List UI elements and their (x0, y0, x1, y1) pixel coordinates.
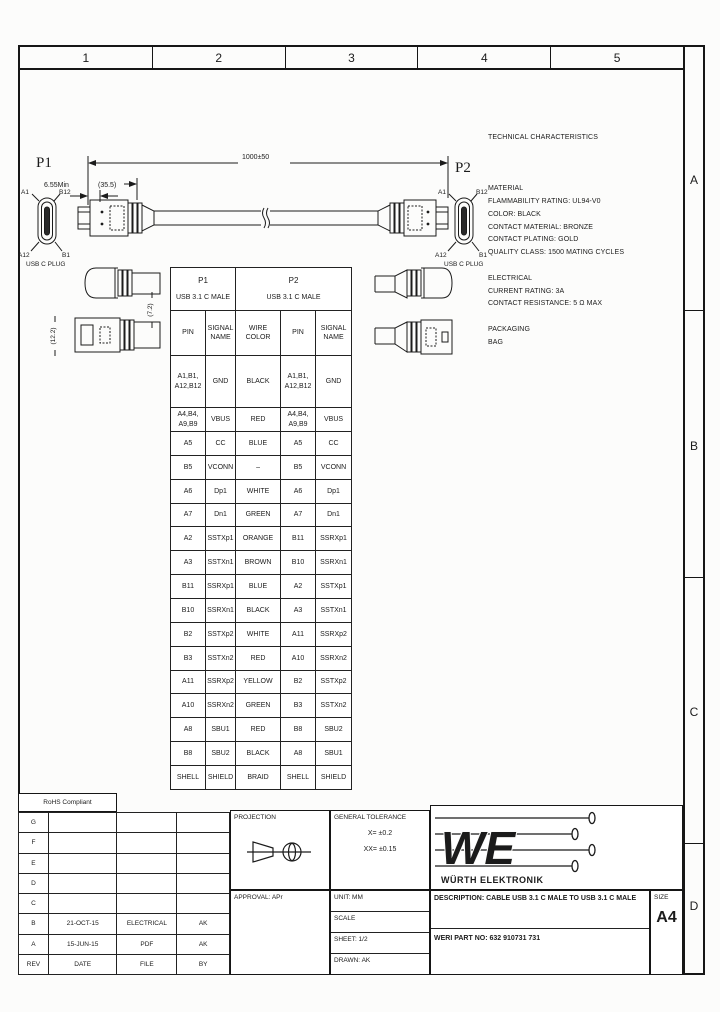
tolerance-xx: XX= ±0.15 (363, 846, 397, 853)
col-signal-p1: SIGNAL NAME (206, 311, 236, 356)
by-cell (177, 853, 230, 873)
tech-line (488, 158, 688, 171)
date-cell: 21-OCT-15 (48, 914, 117, 934)
file-cell (117, 833, 177, 853)
dim-width-label: (12.2) (50, 327, 57, 345)
cell-wire-color: RED (236, 408, 281, 432)
rev-cell: REV (19, 954, 49, 974)
cell-p1-signal: Dp1 (206, 479, 236, 503)
projection-label: PROJECTION (234, 814, 276, 821)
dim-overall-length (88, 154, 448, 205)
col-pin-p2: PIN (281, 311, 316, 356)
cell-p1-signal: GND (206, 356, 236, 408)
p2-top-view (375, 268, 452, 298)
cell-wire-color: BLACK (236, 598, 281, 622)
cell-p2-pin: SHELL (281, 765, 316, 789)
top-ruler-cell: 3 (286, 47, 419, 68)
cell-p1-pin: B3 (171, 646, 206, 670)
rohs-badge: RoHS Compliant (18, 793, 117, 812)
col-pin-p1: PIN (171, 311, 206, 356)
cell-p2-signal: SBU2 (316, 718, 352, 742)
pin-table-row (171, 765, 352, 789)
cell-p2-pin: A7 (281, 503, 316, 527)
p2-header-title: P2 (288, 276, 299, 286)
svg-text:A12: A12 (18, 252, 30, 259)
cell-p1-signal: SSTXp2 (206, 622, 236, 646)
cell-p2-pin: A10 (281, 646, 316, 670)
p1-header (171, 268, 236, 311)
rev-cell: F (19, 833, 49, 853)
file-cell: PDF (117, 934, 177, 954)
pin-table-row (171, 356, 352, 408)
cell-wire-color: BLACK (236, 742, 281, 766)
tech-line (488, 311, 688, 324)
tech-line: MATERIAL (488, 185, 524, 193)
col-wire-color: WIRE COLOR (236, 311, 281, 356)
pin-table-row (171, 646, 352, 670)
rev-cell: B (19, 914, 49, 934)
tech-line: BAG (488, 338, 504, 346)
cell-p1-pin: A1,B1, A12,B12 (171, 356, 206, 408)
by-cell (177, 813, 230, 833)
pin-table-row (171, 431, 352, 455)
p1-bottom-view (50, 292, 160, 356)
svg-text:A1: A1 (21, 189, 29, 196)
svg-text:B12: B12 (476, 189, 488, 196)
p1-face-view (18, 189, 71, 268)
rev-cell: G (19, 813, 49, 833)
svg-text:1000±50: 1000±50 (242, 154, 270, 161)
cell-wire-color: WHITE (236, 479, 281, 503)
cell-p2-pin: B11 (281, 527, 316, 551)
date-cell (48, 873, 117, 893)
p2-label: P2 (455, 160, 471, 176)
cell-p2-pin: A3 (281, 598, 316, 622)
cell-p1-signal: Dn1 (206, 503, 236, 527)
by-cell: AK (177, 914, 230, 934)
cell-wire-color: BLUE (236, 431, 281, 455)
tech-line (488, 260, 688, 273)
cell-p1-signal: SBU2 (206, 742, 236, 766)
cell-p2-pin: B8 (281, 718, 316, 742)
cell-p2-pin: A1,B1, A12,B12 (281, 356, 316, 408)
cell-p1-signal: SSTXn2 (206, 646, 236, 670)
approval-label: APPROVAL: APr (234, 894, 283, 901)
file-cell (117, 873, 177, 893)
cell-p1-pin: B2 (171, 622, 206, 646)
file-cell: FILE (117, 954, 177, 974)
rev-cell: C (19, 894, 49, 914)
cell-p2-signal: SSTXn1 (316, 598, 352, 622)
cell-wire-color: BROWN (236, 551, 281, 575)
p1-top-view (85, 268, 160, 298)
cell-p1-pin: B8 (171, 742, 206, 766)
file-cell: ELECTRICAL (117, 914, 177, 934)
cell-p1-signal: SSRXp2 (206, 670, 236, 694)
side-row-c: C (689, 705, 699, 719)
date-cell (48, 853, 117, 873)
cell-p2-pin: B5 (281, 455, 316, 479)
by-cell (177, 873, 230, 893)
date-cell (48, 894, 117, 914)
top-ruler-cell: 1 (20, 47, 153, 68)
top-ruler-cell: 2 (153, 47, 286, 68)
cell-p2-signal: CC (316, 431, 352, 455)
tech-line: CONTACT MATERIAL: BRONZE (488, 223, 594, 231)
cell-p2-pin: B3 (281, 694, 316, 718)
pin-table-row (171, 718, 352, 742)
cell-p2-signal: SSTXp2 (316, 670, 352, 694)
usb-plug-label-left: USB C PLUG (26, 261, 66, 268)
cell-p2-signal: SSRXn1 (316, 551, 352, 575)
p2-bottom-view (375, 320, 452, 354)
pin-table-row (171, 622, 352, 646)
cell-p2-signal: Dp1 (316, 479, 352, 503)
p2-side-view (378, 200, 448, 236)
cell-p1-pin: A3 (171, 551, 206, 575)
by-cell: AK (177, 934, 230, 954)
side-row-b: B (689, 439, 698, 453)
sheet-row: SHEET: 1/2 (331, 932, 429, 953)
cell-wire-color: – (236, 455, 281, 479)
cell-p1-pin: A2 (171, 527, 206, 551)
tech-line: CURRENT RATING: 3A (488, 287, 565, 295)
by-cell (177, 894, 230, 914)
part-number: WERI PART NO: 632 910731 731 (434, 935, 541, 942)
cell-p2-pin: A8 (281, 742, 316, 766)
file-cell (117, 894, 177, 914)
pin-table-row (171, 598, 352, 622)
p2-header-sub: USB 3.1 C MALE (266, 293, 321, 301)
revision-row (19, 934, 230, 954)
cell-wire-color: WHITE (236, 622, 281, 646)
we-logo-letters: WE (441, 822, 516, 874)
svg-text:B1: B1 (479, 252, 487, 259)
cell-p2-pin: A2 (281, 575, 316, 599)
cell-p2-signal: VCONN (316, 455, 352, 479)
pin-table-connector-header (171, 268, 352, 311)
cell-p1-signal: CC (206, 431, 236, 455)
col-signal-p2: SIGNAL NAME (316, 311, 352, 356)
p1-side-view (78, 200, 154, 236)
revision-row (19, 873, 230, 893)
approval-block (230, 890, 330, 975)
pin-table (170, 267, 352, 790)
revision-table-body (19, 813, 230, 975)
unit-block (330, 890, 430, 975)
cell-p2-signal: SHIELD (316, 765, 352, 789)
cell-p1-signal: SSRXn1 (206, 598, 236, 622)
tech-line: QUALITY CLASS: 1500 MATING CYCLES (488, 249, 625, 257)
cell-p2-pin: B2 (281, 670, 316, 694)
tech-line: COLOR: BLACK (488, 210, 541, 218)
svg-text:B1: B1 (62, 252, 70, 259)
pin-table-row (171, 670, 352, 694)
cell-p1-pin: SHELL (171, 765, 206, 789)
rev-cell: A (19, 934, 49, 954)
side-tick (685, 843, 703, 844)
date-cell: 15-JUN-15 (48, 934, 117, 954)
dim-thickness-label: (7.2) (147, 303, 154, 317)
date-cell (48, 833, 117, 853)
dim-tip-overmold (44, 178, 137, 202)
cell-p1-signal: SHIELD (206, 765, 236, 789)
tech-line (488, 170, 688, 183)
revision-row (19, 833, 230, 853)
cell-p1-pin: A8 (171, 718, 206, 742)
cell-wire-color: BRAID (236, 765, 281, 789)
pin-table-row (171, 742, 352, 766)
by-cell (177, 833, 230, 853)
size-value: A4 (656, 909, 677, 926)
technical-characteristics (488, 132, 688, 350)
cell-p1-signal: SSRXn2 (206, 694, 236, 718)
cell-p2-signal: Dn1 (316, 503, 352, 527)
rev-cell: E (19, 853, 49, 873)
top-ruler-cell: 4 (418, 47, 551, 68)
p1-label: P1 (36, 155, 52, 171)
scale-row: SCALE (331, 911, 429, 932)
cell-wire-color: ORANGE (236, 527, 281, 551)
wuerth-logo (431, 806, 681, 888)
cell-wire-color: GREEN (236, 694, 281, 718)
pin-table-row (171, 479, 352, 503)
p1-header-sub: USB 3.1 C MALE (175, 293, 231, 301)
tech-line: CONTACT PLATING: GOLD (488, 236, 579, 244)
cell-wire-color: BLACK (236, 356, 281, 408)
cell-p1-pin: B10 (171, 598, 206, 622)
p1-header-title: P1 (198, 276, 208, 286)
cell-p1-pin: A7 (171, 503, 206, 527)
side-tick (685, 577, 703, 578)
cell-p2-signal: VBUS (316, 408, 352, 432)
tech-line: TECHNICAL CHARACTERISTICS (488, 134, 598, 141)
size-block (650, 890, 683, 975)
date-cell (48, 813, 117, 833)
cell-p2-signal: SSTXn2 (316, 694, 352, 718)
cell-p2-pin: B10 (281, 551, 316, 575)
svg-text:A1: A1 (438, 189, 446, 196)
pin-table-row (171, 575, 352, 599)
cell-p2-pin: A4,B4, A9,B9 (281, 408, 316, 432)
revision-table (18, 812, 230, 975)
revision-row (19, 853, 230, 873)
cell-p1-signal: VCONN (206, 455, 236, 479)
cell-p1-signal: VBUS (206, 408, 236, 432)
cell-p1-pin: A10 (171, 694, 206, 718)
tech-line: PACKAGING (488, 325, 531, 333)
revision-row (19, 813, 230, 833)
tech-line: FLAMMABILITY RATING: UL94-V0 (488, 197, 601, 205)
brand-name: WÜRTH ELEKTRONIK (441, 875, 544, 885)
third-angle-projection-icon (245, 835, 315, 869)
cell-wire-color: RED (236, 718, 281, 742)
revision-row (19, 914, 230, 934)
svg-text:A12: A12 (435, 252, 447, 259)
by-cell: BY (177, 954, 230, 974)
cell-p1-signal: SSRXp1 (206, 575, 236, 599)
tech-line (488, 145, 688, 158)
pin-table-row (171, 503, 352, 527)
svg-text:B12: B12 (59, 189, 71, 196)
cell-p2-signal: SSRXn2 (316, 646, 352, 670)
pin-table-row (171, 455, 352, 479)
cell-p2-pin: A11 (281, 622, 316, 646)
cell-p1-signal: SBU1 (206, 718, 236, 742)
cell-p1-signal: SSTXp1 (206, 527, 236, 551)
side-row-d: D (689, 899, 699, 913)
unit-row: UNIT: MM (334, 894, 363, 901)
tech-line: ELECTRICAL (488, 274, 533, 282)
size-label: SIZE (654, 894, 669, 901)
projection-block (230, 810, 330, 890)
cell-p2-signal: SBU1 (316, 742, 352, 766)
cell-p1-pin: A11 (171, 670, 206, 694)
cell-p2-signal: GND (316, 356, 352, 408)
cell-p2-signal: SSTXp1 (316, 575, 352, 599)
cell-p1-pin: B11 (171, 575, 206, 599)
side-row-a: A (689, 173, 698, 187)
cell-p1-pin: A5 (171, 431, 206, 455)
svg-text:(35.5): (35.5) (98, 182, 117, 189)
tolerance-label: GENERAL TOLERANCE (334, 814, 407, 821)
description-text: DESCRIPTION: CABLE USB 3.1 C MALE TO USB 3.1 C MALE (431, 891, 649, 929)
cell-wire-color: YELLOW (236, 670, 281, 694)
cell-p2-signal: SSRXp1 (316, 527, 352, 551)
cell-wire-color: BLUE (236, 575, 281, 599)
usb-plug-label-right: USB C PLUG (444, 261, 484, 268)
tolerance-block (330, 810, 430, 890)
cell-p1-pin: A6 (171, 479, 206, 503)
pin-table-column-header (171, 311, 352, 356)
pin-table-row (171, 527, 352, 551)
rev-cell: D (19, 873, 49, 893)
file-cell (117, 853, 177, 873)
cell-p2-signal: SSRXp2 (316, 622, 352, 646)
wuerth-logo-block (430, 805, 683, 890)
description-block (430, 890, 650, 975)
tech-line: CONTACT RESISTANCE: 5 Ω MAX (488, 300, 603, 308)
cell-p2-pin: A6 (281, 479, 316, 503)
pin-table-row (171, 551, 352, 575)
p2-header (236, 268, 352, 311)
cell-wire-color: GREEN (236, 503, 281, 527)
date-cell: DATE (48, 954, 117, 974)
svg-text:6.55Min: 6.55Min (44, 182, 69, 189)
revision-row (19, 954, 230, 974)
drawn-row: DRAWN: AK (331, 953, 429, 974)
pin-table-row (171, 408, 352, 432)
cell-wire-color: RED (236, 646, 281, 670)
tolerance-x: X= ±0.2 (367, 830, 393, 837)
cable (154, 208, 378, 228)
cell-p1-signal: SSTXn1 (206, 551, 236, 575)
cell-p1-pin: A4,B4, A9,B9 (171, 408, 206, 432)
pin-table-body (171, 356, 352, 790)
top-ruler-cell: 5 (613, 50, 621, 65)
top-ruler (18, 45, 683, 70)
revision-row (19, 894, 230, 914)
cell-p2-pin: A5 (281, 431, 316, 455)
file-cell (117, 813, 177, 833)
cell-p1-pin: B5 (171, 455, 206, 479)
pin-table-row (171, 694, 352, 718)
